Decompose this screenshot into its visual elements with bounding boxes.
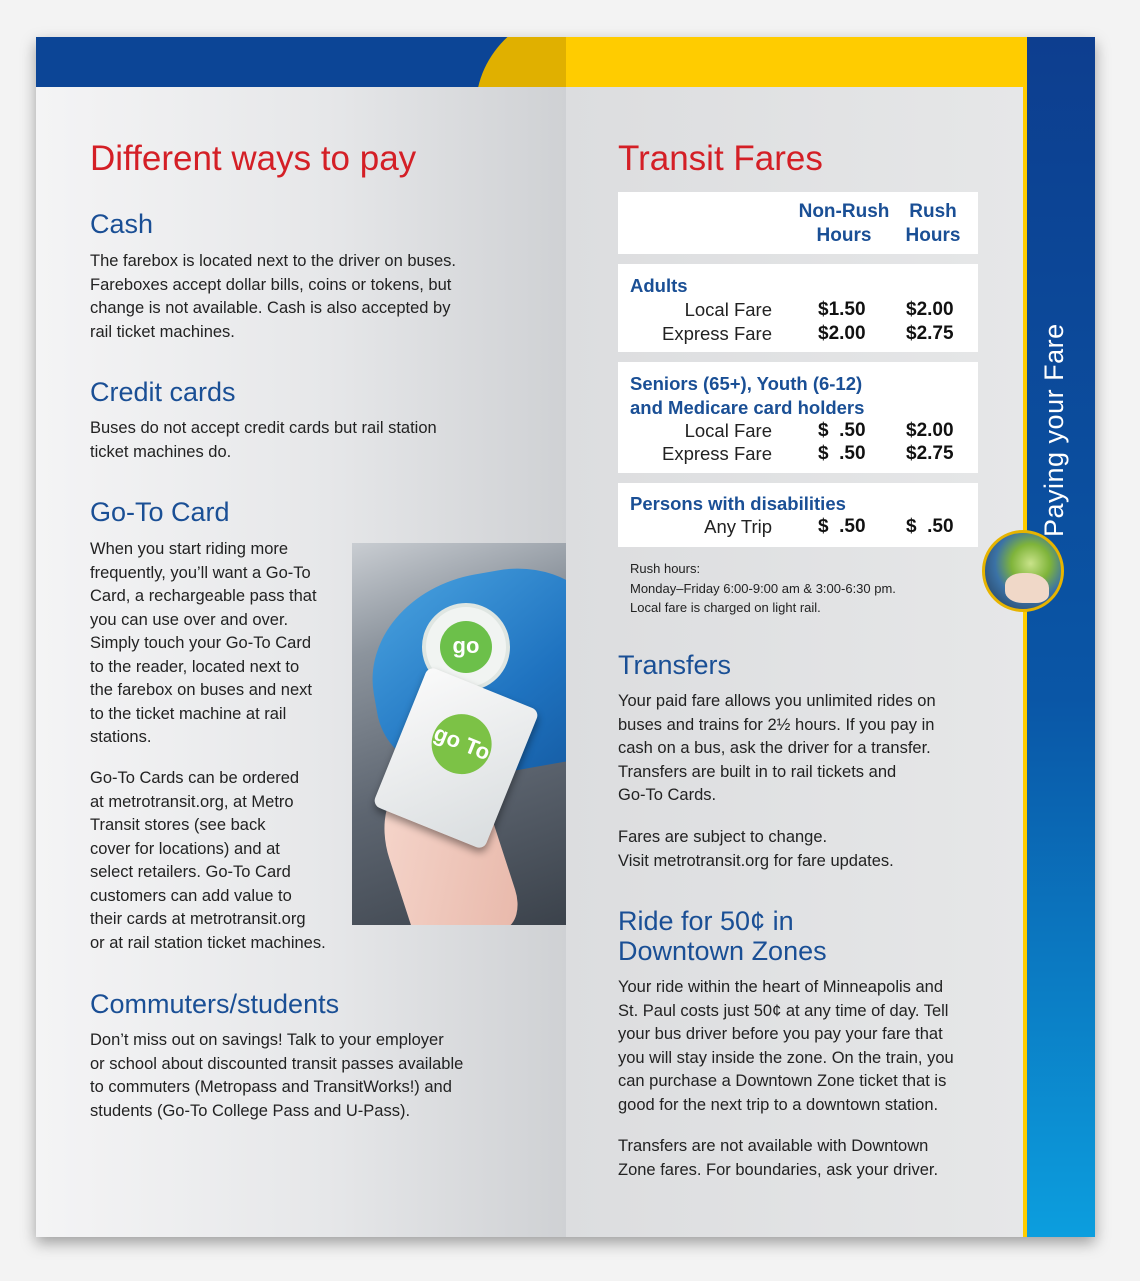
fare-value: $1.50 (818, 299, 866, 320)
col-rush: Rush Hours (905, 201, 961, 246)
reader-logo: go (422, 603, 510, 691)
spine-title: Paying your Fare (1039, 323, 1069, 537)
downtown-heading: Ride for 50¢ in Downtown Zones (618, 906, 827, 966)
fare-group-seniors (618, 362, 978, 473)
fare-value: $ .50 (906, 516, 954, 537)
left-page (36, 37, 566, 1237)
transfers-text-1: Your paid fare allows you unlimited rides on buses and trains for 2½ hours. If you pay in cash on a bus, ask the driver for a transfer. Transfers are built in to rail tickets and Go-To Cards. (618, 692, 936, 804)
transfers-heading: Transfers (618, 650, 732, 680)
credit-cards-heading: Credit cards (90, 377, 236, 407)
transit-fares-title: Transit Fares (618, 139, 823, 178)
fare-value: $ .50 (818, 516, 866, 537)
fare-label: Any Trip (704, 516, 772, 537)
goto-card-text-2: Go-To Cards can be ordered at metrotransit.org, at Metro Transit stores (see back cover for locations) and at select retailers. Go-To Card customers can add value to their cards at metrotransit.org or at rail station ticket machines. (90, 769, 326, 952)
downtown-text-2: Transfers are not available with Downtown Zone fares. For boundaries, ask your driver. (618, 1137, 939, 1179)
left-header-band (36, 37, 566, 87)
fare-value: $2.00 (818, 323, 866, 344)
fare-group-adults (618, 264, 978, 352)
page-title: Different ways to pay (90, 139, 417, 178)
group-label-seniors: Seniors (65+), Youth (6-12) and Medicare card holders (630, 373, 865, 418)
fare-label: Express Fare (661, 443, 772, 464)
fare-value: $2.75 (906, 323, 954, 344)
commuters-text: Don’t miss out on savings! Talk to your employer or school about discounted transit passes available to commuters (Metropass and TransitWorks!) and students (Go-To College Pass and U-Pass). (90, 1031, 464, 1120)
goto-card-image: go To (372, 666, 539, 850)
rush-hours-note: Rush hours: Monday–Friday 6:00-9:00 am & 3:00-6:30 pm. Local fare is charged on light rail. (630, 561, 896, 615)
goto-card-heading: Go-To Card (90, 497, 230, 527)
cash-text: The farebox is located next to the driver on buses. Fareboxes accept dollar bills, coins or tokens, but change is not available. Cash is also accepted by rail ticket machines. (90, 252, 456, 341)
downtown-text-1: Your ride within the heart of Minneapolis and St. Paul costs just 50¢ at any time of day. Tell your bus driver before you pay your fare that you will stay inside the zone. On the train, you can purchase a Downtown Zone ticket that is good for the next trip to a downtown station. (618, 978, 954, 1114)
spine (1023, 37, 1095, 1237)
transfers-text-2: Fares are subject to change. Visit metrotransit.org for fare updates. (618, 828, 894, 870)
brochure (36, 37, 1095, 1237)
fare-table-header (618, 192, 978, 254)
group-label-disabilities: Persons with disabilities (630, 493, 846, 514)
goto-card-text-1: When you start riding more frequently, you’ll want a Go-To Card, a rechargeable pass that you can use over and over. Simply touch your Go-To Card to the reader, located next to the farebox on buses and next to the ticket machine at rail stations. (90, 540, 317, 746)
fare-value: $ .50 (818, 420, 866, 441)
fare-value: $2.00 (906, 299, 954, 320)
fare-label: Express Fare (661, 323, 772, 344)
cash-heading: Cash (90, 209, 154, 239)
credit-cards-text: Buses do not accept credit cards but rail station ticket machines do. (90, 419, 437, 461)
group-label-adults: Adults (630, 275, 688, 296)
fare-label: Local Fare (684, 299, 772, 320)
fare-label: Local Fare (684, 420, 772, 441)
fare-group-disabilities (618, 483, 978, 547)
spine-edge (1023, 37, 1027, 1237)
right-header-band (566, 37, 1025, 87)
goto-card-photo (352, 543, 566, 925)
spine-photo (982, 530, 1064, 612)
fare-value: $ .50 (818, 443, 866, 464)
commuters-heading: Commuters/students (90, 989, 340, 1019)
col-non-rush: Non-Rush Hours (798, 201, 890, 246)
fare-value: $2.00 (906, 420, 954, 441)
fare-value: $2.75 (906, 443, 954, 464)
